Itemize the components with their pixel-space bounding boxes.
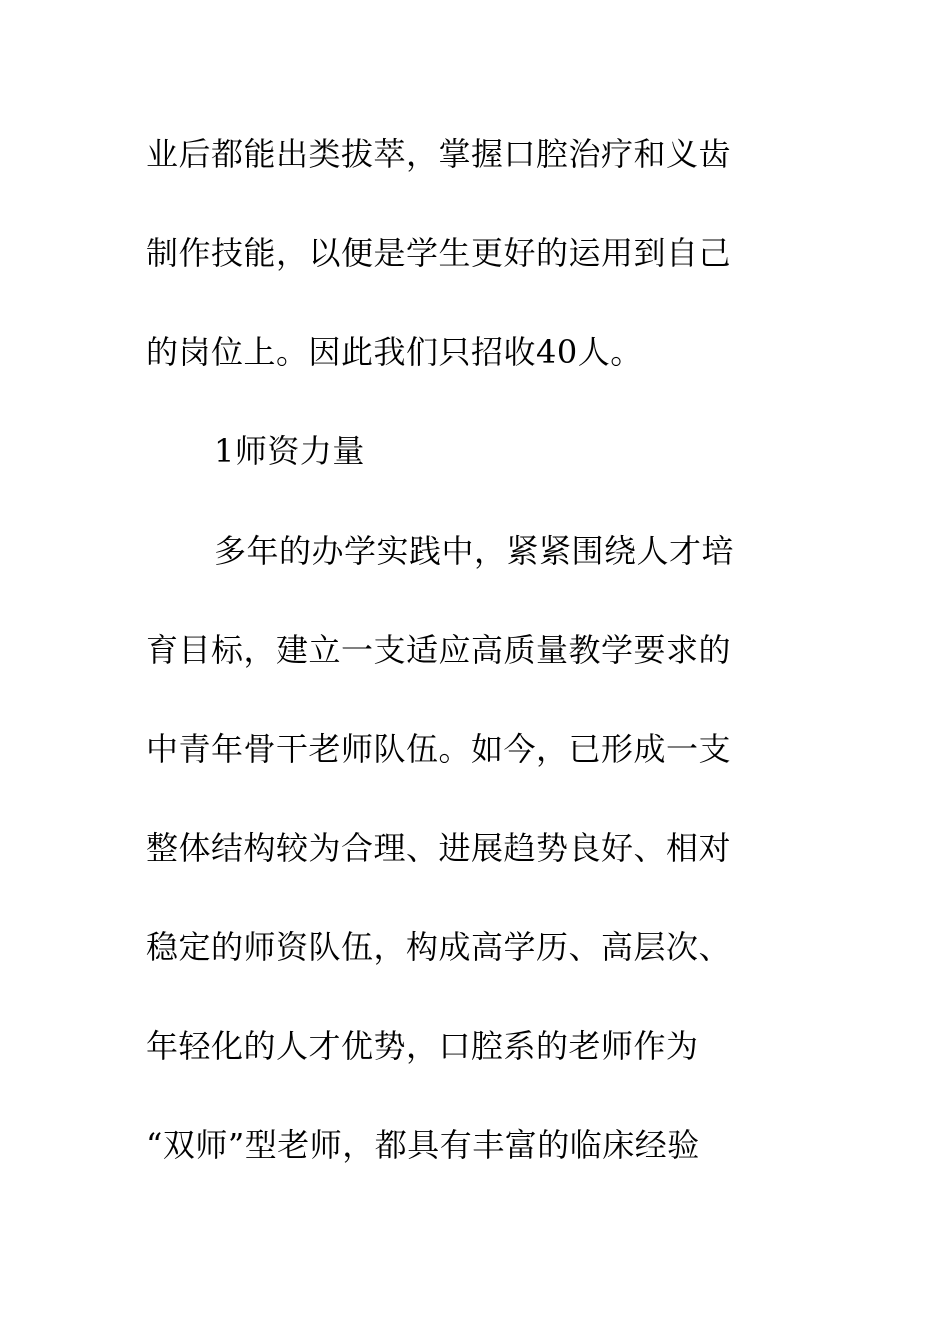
text-line-7: 中青年骨干老师队伍。如今，已形成一支	[146, 730, 732, 768]
text-line-2: 制作技能，以便是学生更好的运用到自己	[146, 234, 732, 272]
text-line-1: 业后都能出类拔萃，掌握口腔治疗和义齿	[146, 135, 732, 173]
section-heading: 1师资力量	[214, 432, 365, 470]
text-line-5: 多年的办学实践中，紧紧围绕人才培	[214, 532, 735, 570]
text-line-11: “双师”型老师，都具有丰富的临床经验	[146, 1126, 700, 1164]
text-line-9: 稳定的师资队伍，构成高学历、高层次、	[146, 928, 732, 966]
text-line-6: 育目标，建立一支适应高质量教学要求的	[146, 631, 732, 669]
text-line-8: 整体结构较为合理、进展趋势良好、相对	[146, 829, 732, 867]
text-line-3: 的岗位上。因此我们只招收40人。	[146, 333, 643, 371]
text-line-10: 年轻化的人才优势，口腔系的老师作为	[146, 1027, 699, 1065]
